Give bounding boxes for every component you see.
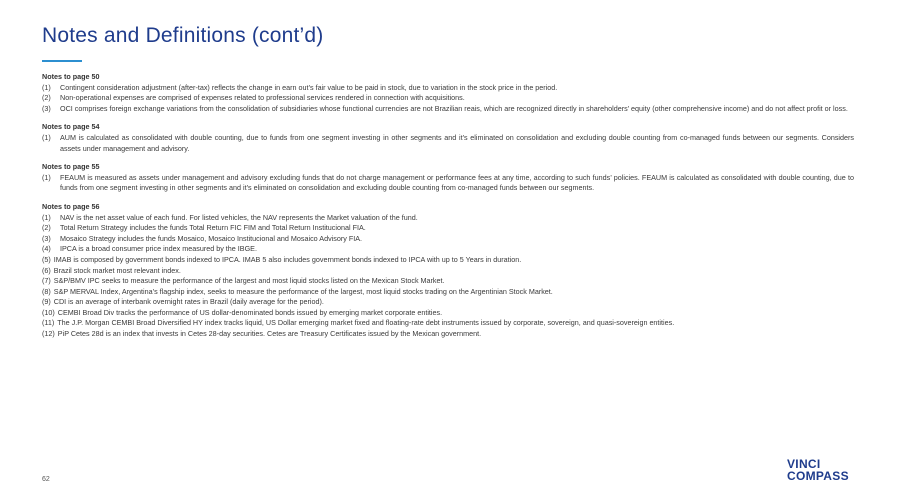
page-title: Notes and Definitions (cont’d) bbox=[42, 24, 324, 47]
note-number: (1) bbox=[42, 172, 51, 182]
note-number: (1) bbox=[42, 132, 51, 142]
note-text: Mosaico Strategy includes the funds Mosaico, Mosaico Institucional and Mosaico Advisory FIA. bbox=[60, 233, 363, 243]
note-text: IPCA is a broad consumer price index measured by the IBGE. bbox=[60, 244, 257, 254]
note-text: The J.P. Morgan CEMBI Broad Diversified HY index tracks liquid, US Dollar emerging market fixed and floating-rate debt instruments issued by corporate, sovereign, and quasi-sovereign entities. bbox=[57, 318, 675, 328]
note-number: (8) bbox=[42, 286, 51, 296]
note-number: (2) bbox=[42, 223, 51, 233]
note-number: (3) bbox=[42, 233, 51, 243]
notes-content bbox=[42, 72, 854, 348]
note-item bbox=[42, 308, 854, 319]
note-item bbox=[42, 318, 854, 329]
note-text: S&P/BMV IPC seeks to measure the performance of the largest and most liquid stocks listed on the Mexican Stock Market. bbox=[53, 276, 445, 286]
note-number: (9) bbox=[42, 297, 51, 307]
note-item bbox=[42, 223, 854, 234]
page-number: 62 bbox=[42, 476, 50, 483]
note-number: (3) bbox=[42, 103, 51, 113]
note-text: OCI comprises foreign exchange variations from the consolidation of subsidiaries whose functional currencies are not Brazilian reais, which are recognized directly in shareholders’ equity (other comprehensive income) and do not affect profit or loss. bbox=[60, 103, 848, 113]
note-item bbox=[42, 133, 854, 154]
note-item bbox=[42, 244, 854, 255]
note-item bbox=[42, 93, 854, 104]
note-item bbox=[42, 213, 854, 224]
note-text: Non-operational expenses are comprised of expenses related to professional services rendered in connection with acquisitions. bbox=[60, 93, 465, 103]
note-item bbox=[42, 173, 854, 194]
note-item bbox=[42, 83, 854, 94]
note-item bbox=[42, 276, 854, 287]
logo-line-2: COMPASS bbox=[787, 469, 849, 483]
note-item bbox=[42, 287, 854, 298]
note-number: (12) bbox=[42, 329, 55, 339]
notes-section-page-56 bbox=[42, 202, 854, 340]
note-text: PiP Cetes 28d is an index that invests in Cetes 28-day securities. Cetes are Treasury Certificates issued by the Mexican government. bbox=[57, 329, 482, 339]
vinci-compass-logo bbox=[787, 458, 849, 482]
note-text: CDI is an average of interbank overnight rates in Brazil (daily average for the period). bbox=[53, 297, 324, 307]
note-number: (11) bbox=[42, 318, 55, 328]
section-heading: Notes to page 55 bbox=[42, 162, 100, 172]
note-number: (7) bbox=[42, 276, 51, 286]
note-number: (6) bbox=[42, 265, 51, 275]
notes-section-page-55 bbox=[42, 162, 854, 194]
note-item bbox=[42, 266, 854, 277]
note-text: S&P MERVAL Index, Argentina’s flagship index, seeks to measure the performance of the largest, most liquid stocks trading on the Argentinian Stock Market. bbox=[53, 286, 553, 296]
note-item bbox=[42, 234, 854, 245]
note-item bbox=[42, 255, 854, 266]
note-text: NAV is the net asset value of each fund. For listed vehicles, the NAV represents the Market valuation of the fund. bbox=[60, 212, 418, 222]
title-underline bbox=[42, 60, 82, 62]
note-item bbox=[42, 104, 854, 115]
note-number: (1) bbox=[42, 212, 51, 222]
note-text: AUM is calculated as consolidated with double counting, due to funds from one segment investing in other segments and it’s eliminated on consolidation and excluding double counting from co-managed funds between our segments. Considers assets under management and advisory. bbox=[60, 132, 854, 153]
logo-line-1: VINCI bbox=[787, 457, 821, 471]
note-item bbox=[42, 297, 854, 308]
section-heading: Notes to page 54 bbox=[42, 122, 100, 132]
note-number: (1) bbox=[42, 82, 51, 92]
note-text: CEMBI Broad Div tracks the performance of US dollar-denominated bonds issued by emerging market corporate entities. bbox=[57, 307, 443, 317]
note-text: IMAB is composed by government bonds indexed to IPCA. IMAB 5 also includes government bonds indexed to IPCA with up to 5 Years in duration. bbox=[53, 254, 522, 264]
note-item bbox=[42, 329, 854, 340]
note-number: (5) bbox=[42, 254, 51, 264]
note-text: Contingent consideration adjustment (after-tax) reflects the change in earn out’s fair value to be paid in stock, due to variation in the stock price in the period. bbox=[60, 82, 558, 92]
note-text: Brazil stock market most relevant index. bbox=[53, 265, 181, 275]
notes-section-page-54 bbox=[42, 122, 854, 154]
note-number: (2) bbox=[42, 93, 51, 103]
section-heading: Notes to page 56 bbox=[42, 201, 100, 211]
note-text: Total Return Strategy includes the funds Total Return FIC FIM and Total Return Institucional FIA. bbox=[60, 223, 366, 233]
note-text: FEAUM is measured as assets under management and advisory excluding funds that do not charge management or performance fees at any time, according to such funds’ policies. FEAUM is calculated as consolidated with double counting, due to funds from one segment investing in other segments and it’s eliminated on consolidation and excluding double counting from co-managed funds between our segments. bbox=[60, 172, 854, 193]
note-number: (4) bbox=[42, 244, 51, 254]
section-heading: Notes to page 50 bbox=[42, 72, 100, 81]
notes-section-page-50 bbox=[42, 72, 854, 114]
note-number: (10) bbox=[42, 307, 55, 317]
